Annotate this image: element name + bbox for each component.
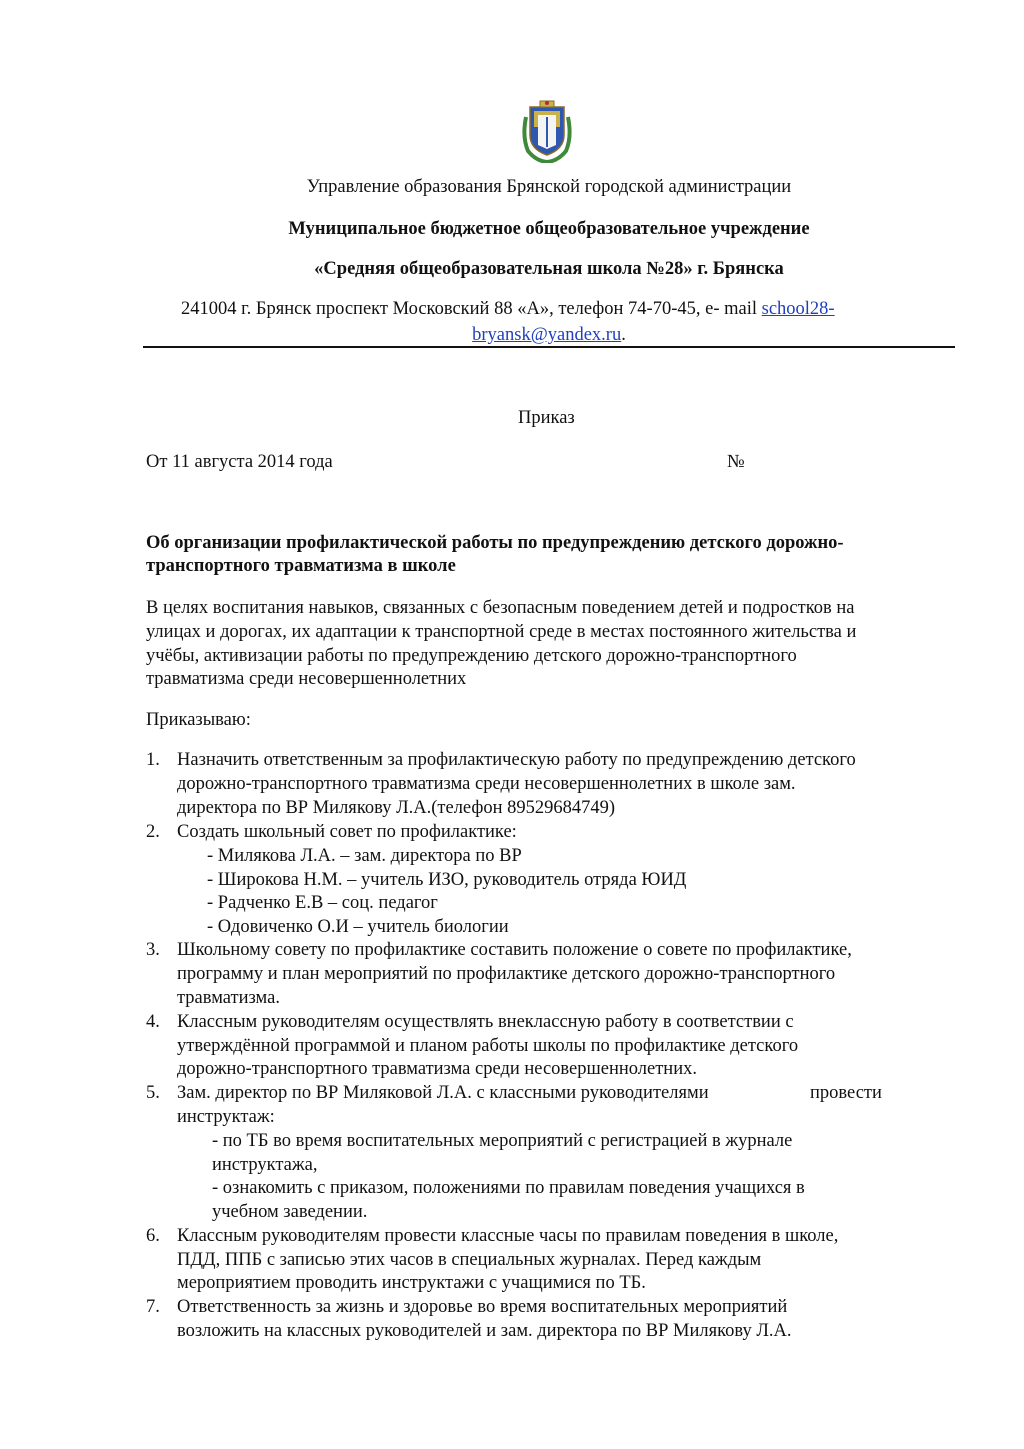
command-word: Приказываю: xyxy=(146,710,251,730)
item-number: 4. xyxy=(146,1012,160,1032)
item-line: травматизма. xyxy=(177,988,280,1008)
item-line: программу и план мероприятий по профилактике детского дорожно-транспортного xyxy=(177,964,836,984)
item-line: директора по ВР Милякову Л.А.(телефон 89529684749) xyxy=(177,798,616,818)
council-member: - Милякова Л.А. – зам. директора по ВР xyxy=(207,846,522,866)
preamble-line: травматизма среди несовершеннолетних xyxy=(146,669,467,689)
instruction-line: - ознакомить с приказом, положениями по правилам поведения учащихся в xyxy=(212,1178,805,1198)
council-member: - Широкова Н.М. – учитель ИЗО, руководитель отряда ЮИД xyxy=(207,870,687,890)
order-number-label: № xyxy=(727,452,745,472)
item-number: 1. xyxy=(146,750,160,770)
item-line: мероприятием проводить инструктажи с учащимися по ТБ. xyxy=(177,1273,646,1293)
item-line: инструктаж: xyxy=(177,1107,275,1127)
preamble-line: В целях воспитания навыков, связанных с безопасным поведением детей и подростков на xyxy=(146,598,855,618)
email-suffix: . xyxy=(621,325,626,345)
address-line-2 xyxy=(143,323,955,347)
item-line: Классным руководителям осуществлять внеклассную работу в соответствии с xyxy=(177,1012,794,1032)
address-text: 241004 г. Брянск проспект Московский 88 «А», телефон 74-70-45, e- mail xyxy=(181,299,762,319)
item-line: возложить на классных руководителей и зам. директора по ВР Милякову Л.А. xyxy=(177,1321,792,1341)
item-line: Ответственность за жизнь и здоровье во время воспитательных мероприятий xyxy=(177,1297,788,1317)
item-line: Школьному совету по профилактике составить положение о совете по профилактике, xyxy=(177,940,852,960)
order-title: Приказ xyxy=(518,408,575,428)
council-member: - Одовиченко О.И – учитель биологии xyxy=(207,917,509,937)
council-member: - Радченко Е.В – соц. педагог xyxy=(207,893,438,913)
preamble-line: улицах и дорогах, их адаптации к транспортной среде в местах постоянного жительства и xyxy=(146,622,857,642)
school-name: «Средняя общеобразовательная школа №28» г. Брянска xyxy=(314,259,784,279)
item-number: 7. xyxy=(146,1297,160,1317)
coat-of-arms-icon xyxy=(520,97,574,163)
email-link-part2[interactable]: bryansk@yandex.ru xyxy=(472,325,622,345)
item-number: 3. xyxy=(146,940,160,960)
item-line: утверждённой программой и планом работы школы по профилактике детского xyxy=(177,1036,799,1056)
item-line: Зам. директор по ВР Миляковой Л.А. с классными руководителями xyxy=(177,1083,709,1103)
item-line: Назначить ответственным за профилактическую работу по предупреждению детского xyxy=(177,750,856,770)
subject-line-1: Об организации профилактической работы по предупреждению детского дорожно- xyxy=(146,533,844,553)
email-link-part1[interactable]: school28- xyxy=(761,299,835,319)
header-divider xyxy=(143,346,955,348)
item-line: Классным руководителям провести классные часы по правилам поведения в школе, xyxy=(177,1226,839,1246)
address-line xyxy=(181,297,835,321)
organization-name: Муниципальное бюджетное общеобразовательное учреждение xyxy=(288,219,810,239)
instruction-line: учебном заведении. xyxy=(212,1202,368,1222)
item-number: 6. xyxy=(146,1226,160,1246)
item-number: 2. xyxy=(146,822,160,842)
admin-name: Управление образования Брянской городской администрации xyxy=(306,177,792,197)
item-line: дорожно-транспортного травматизма среди несовершеннолетних в школе зам. xyxy=(177,774,796,794)
item-line: дорожно-транспортного травматизма среди несовершеннолетних. xyxy=(177,1059,697,1079)
item-line: Создать школьный совет по профилактике: xyxy=(177,822,517,842)
item-number: 5. xyxy=(146,1083,160,1103)
instruction-line: - по ТБ во время воспитательных мероприятий с регистрацией в журнале xyxy=(212,1131,793,1151)
item-line: провести xyxy=(810,1083,882,1103)
instruction-line: инструктажа, xyxy=(212,1155,318,1175)
subject-line-2: транспортного травматизма в школе xyxy=(146,556,456,576)
order-date: От 11 августа 2014 года xyxy=(146,452,333,472)
preamble-line: учёбы, активизации работы по предупреждению детского дорожно-транспортного xyxy=(146,646,797,666)
item-line: ПДД, ППБ с записью этих часов в специальных журналах. Перед каждым xyxy=(177,1250,762,1270)
